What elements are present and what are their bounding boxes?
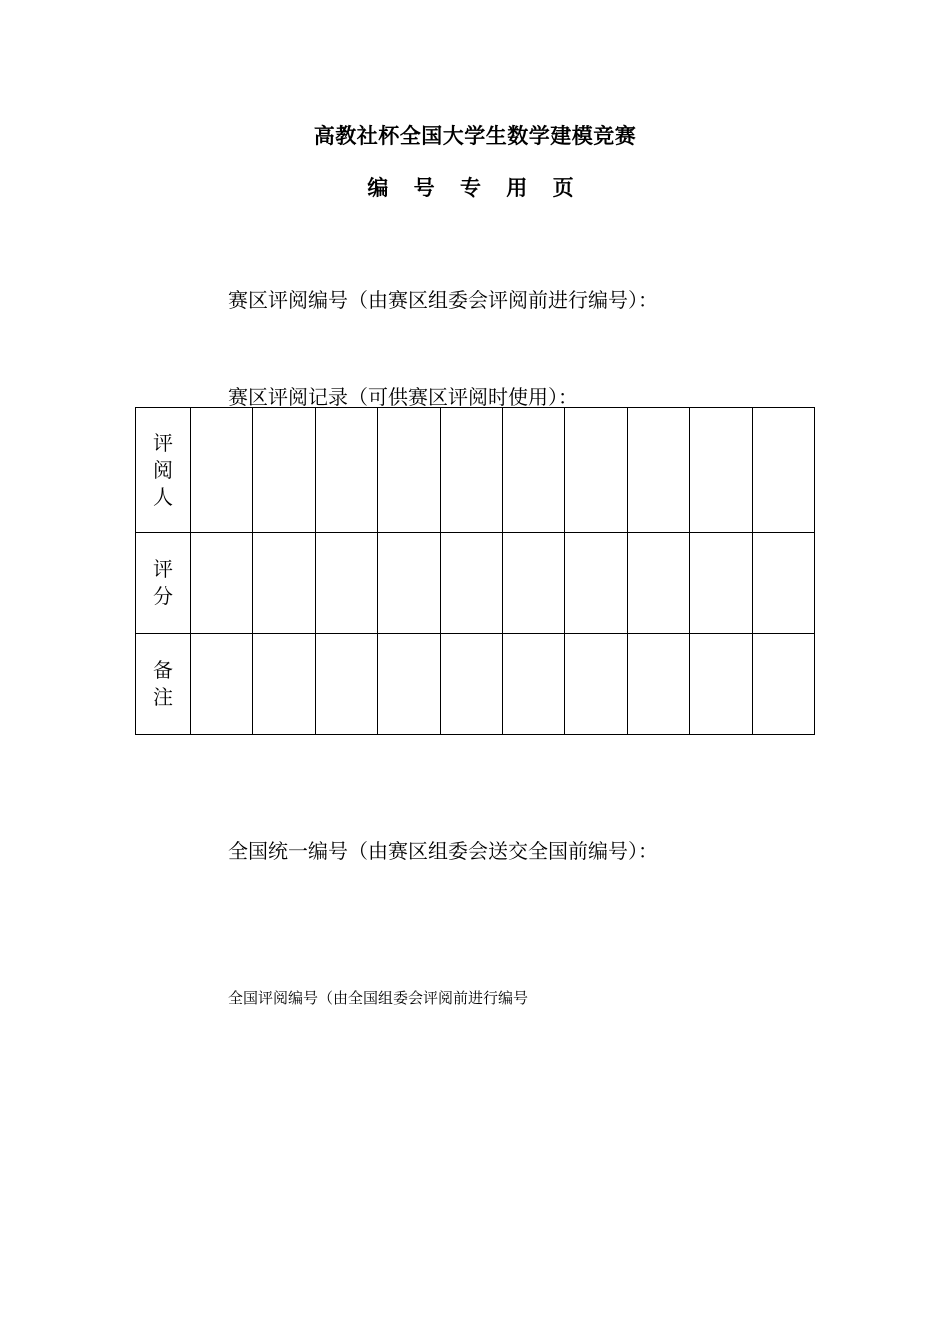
division-review-record-label: 赛区评阅记录（可供赛区评阅时使用）： — [228, 385, 578, 409]
record-cell[interactable] — [378, 408, 440, 533]
record-cell[interactable] — [627, 408, 689, 533]
record-cell[interactable] — [565, 533, 627, 634]
record-cell[interactable] — [627, 533, 689, 634]
row-header-char: 备 — [153, 658, 173, 682]
page-title: 高教社杯全国大学生数学建模竞赛 — [313, 123, 637, 148]
record-cell[interactable] — [690, 408, 752, 533]
table-row — [136, 408, 815, 533]
record-cell[interactable] — [565, 408, 627, 533]
record-cell[interactable] — [191, 408, 253, 533]
record-cell[interactable] — [752, 533, 814, 634]
record-cell[interactable] — [315, 634, 377, 735]
record-cell[interactable] — [191, 634, 253, 735]
table-row — [136, 634, 815, 735]
national-review-number-label: 全国评阅编号（由全国组委会评阅前进行编号 — [228, 989, 529, 1007]
record-cell[interactable] — [690, 634, 752, 735]
row-header-char: 评 — [153, 557, 173, 581]
record-cell[interactable] — [502, 533, 564, 634]
row-header — [136, 634, 191, 735]
table-row — [136, 533, 815, 634]
row-header-char: 注 — [153, 685, 173, 709]
record-cell[interactable] — [315, 533, 377, 634]
row-header-char: 分 — [153, 584, 173, 608]
record-cell[interactable] — [253, 533, 315, 634]
review-record-table — [135, 407, 815, 735]
record-cell[interactable] — [440, 408, 502, 533]
record-cell[interactable] — [378, 533, 440, 634]
record-cell[interactable] — [315, 408, 377, 533]
record-cell[interactable] — [191, 533, 253, 634]
record-cell[interactable] — [502, 408, 564, 533]
record-cell[interactable] — [690, 533, 752, 634]
record-cell[interactable] — [752, 408, 814, 533]
record-cell[interactable] — [752, 634, 814, 735]
record-cell[interactable] — [440, 634, 502, 735]
row-header — [136, 533, 191, 634]
record-cell[interactable] — [627, 634, 689, 735]
national-unified-number-label: 全国统一编号（由赛区组委会送交全国前编号）： — [228, 839, 658, 863]
row-header-char: 评 — [153, 430, 173, 455]
row-header-char: 人 — [153, 484, 173, 509]
division-review-number-label: 赛区评阅编号（由赛区组委会评阅前进行编号）： — [228, 288, 658, 312]
record-cell[interactable] — [502, 634, 564, 735]
row-header-char: 阅 — [153, 457, 173, 482]
record-cell[interactable] — [565, 634, 627, 735]
row-header — [136, 408, 191, 533]
page-subtitle: 编 号 专 用 页 — [367, 175, 583, 200]
record-cell[interactable] — [253, 408, 315, 533]
record-cell[interactable] — [440, 533, 502, 634]
record-cell[interactable] — [253, 634, 315, 735]
record-cell[interactable] — [378, 634, 440, 735]
